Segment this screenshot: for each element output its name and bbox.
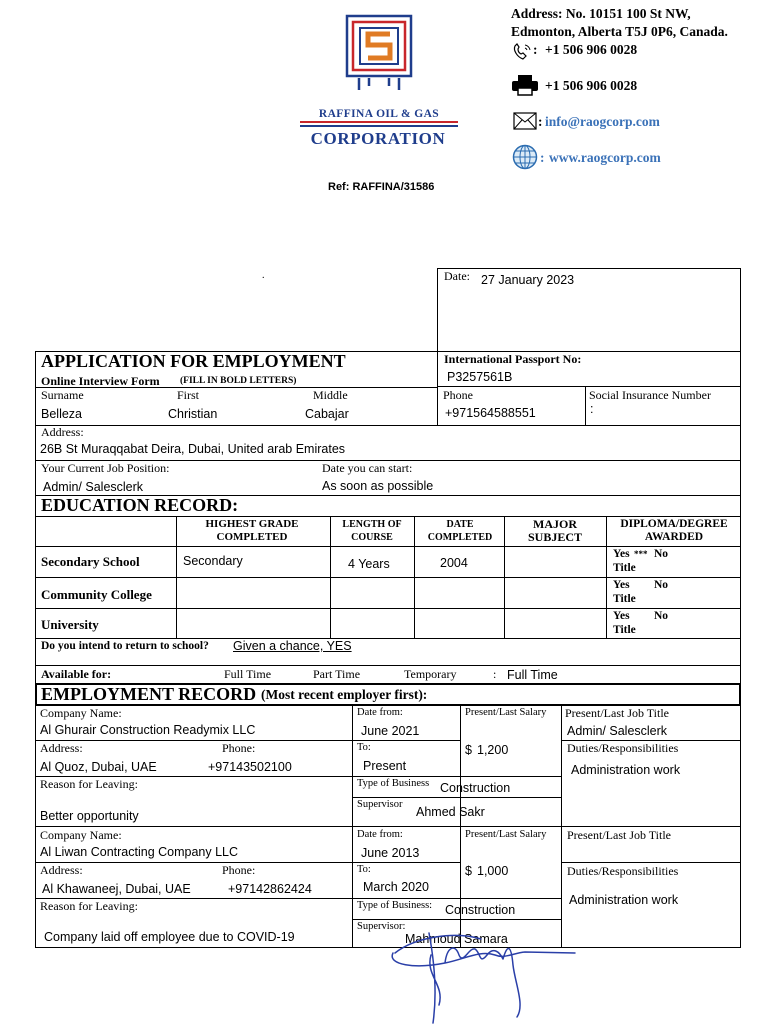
company-name-label: Company Name: (40, 706, 122, 720)
supervisor-label: Supervisor: (357, 921, 406, 932)
job2-to: March 2020 (363, 880, 430, 894)
salary-label: Present/Last Salary (465, 707, 547, 718)
employment-heading-note: (Most recent employer first): (261, 687, 428, 702)
salary-label: Present/Last Salary (465, 829, 547, 840)
job2-date-from: June 2013 (361, 846, 420, 860)
option-full-time: Full Time (224, 667, 272, 681)
sin-label: Social Insurance Number (589, 388, 711, 402)
start-date-value: As soon as possible (322, 479, 434, 493)
address-label: Address: (41, 425, 84, 439)
edu-title-label: Title (613, 593, 636, 605)
company-fax: +1 506 906 0028 (545, 78, 638, 93)
job2-salary-currency: $ (465, 864, 472, 878)
job2-address: Al Khawaneej, Dubai, UAE (42, 882, 191, 896)
middle-name-label: Middle (313, 388, 348, 402)
form-subtitle: Online Interview Form (41, 374, 160, 388)
edu-yes-option: Yes (613, 548, 630, 560)
supervisor-label: Supervisor (357, 799, 403, 810)
job-position-label: Your Current Job Position: (41, 461, 170, 475)
edu-no-option: No (654, 548, 669, 560)
handwritten-signature (385, 925, 585, 1024)
edu-date-value: 2004 (440, 556, 468, 570)
brand-divider-red (300, 121, 458, 123)
edu-title-label: Title (613, 624, 636, 636)
job1-salary-currency: $ (465, 743, 472, 757)
phone-icon (511, 42, 533, 62)
edu-row-community-college: Community College (41, 587, 152, 602)
job2-duties: Administration work (569, 893, 679, 907)
job1-duties: Administration work (571, 763, 681, 777)
job1-business: Construction (440, 781, 511, 795)
first-name-label: First (177, 388, 200, 402)
job-title-label: Present/Last Job Title (567, 828, 672, 842)
address-line2: Edmonton, Alberta T5J 0P6, Canada. (511, 24, 728, 39)
business-type-label: Type of Business (357, 778, 430, 789)
job1-supervisor: Ahmed Sakr (416, 805, 485, 819)
edu-yes-option: Yes (613, 579, 630, 591)
col-diploma-awarded: DIPLOMA/DEGREE AWARDED (620, 518, 728, 543)
email-prefix: : (538, 114, 543, 129)
address-label: Address: (40, 741, 83, 755)
web-prefix: : (540, 150, 545, 165)
first-name-value: Christian (168, 407, 218, 421)
edu-row-university: University (41, 617, 99, 632)
surname-value: Belleza (41, 407, 82, 421)
globe-icon (512, 144, 538, 170)
job1-phone: +97143502100 (208, 760, 292, 774)
duties-label: Duties/Responsibilities (567, 741, 679, 755)
col-date-completed: DATE COMPLETED (427, 519, 493, 543)
edu-yes-option: Yes (613, 610, 630, 622)
middle-name-value: Cabajar (305, 407, 349, 421)
company-email-link[interactable]: info@raogcorp.com (545, 114, 660, 129)
job2-salary: 1,000 (477, 864, 509, 878)
available-value: Full Time (507, 668, 558, 682)
reference-number: Ref: RAFFINA/31586 (328, 181, 435, 193)
job1-company: Al Ghurair Construction Readymix LLC (40, 723, 256, 737)
address-line1: Address: No. 10151 100 St NW, (511, 6, 691, 21)
job2-supervisor: Mahmoud Samara (405, 932, 508, 946)
to-label: To: (357, 742, 371, 753)
employment-heading: EMPLOYMENT RECORD (41, 684, 257, 704)
edu-row-secondary: Secondary School (41, 554, 140, 569)
business-type-label: Type of Business: (357, 900, 433, 911)
phone-prefix: : (533, 42, 538, 57)
address-label: Address: (40, 863, 83, 877)
address-value: 26B St Muraqqabat Deira, Dubai, United arab Emirates (40, 442, 346, 456)
job1-address: Al Quoz, Dubai, UAE (40, 760, 157, 774)
job-title-label: Present/Last Job Title (565, 706, 670, 720)
company-logo (345, 14, 413, 92)
job1-date-from: June 2021 (361, 724, 420, 738)
phone-value: +971564588551 (445, 406, 536, 420)
start-date-label: Date you can start: (322, 461, 413, 475)
form-title: APPLICATION FOR EMPLOYMENT (41, 351, 346, 371)
option-temporary: Temporary (404, 667, 457, 681)
date-from-label: Date from: (357, 829, 403, 840)
date-label: Date: (444, 269, 470, 283)
job1-reason: Better opportunity (40, 809, 139, 823)
duties-label: Duties/Responsibilities (567, 864, 679, 878)
company-website-link[interactable]: www.raogcorp.com (549, 150, 661, 165)
job2-reason: Company laid off employee due to COVID-19 (44, 930, 295, 944)
phone-label: Phone: (222, 863, 256, 877)
passport-label: International Passport No: (444, 352, 582, 366)
education-heading: EDUCATION RECORD: (41, 495, 239, 515)
job2-company: Al Liwan Contracting Company LLC (40, 845, 239, 859)
edu-title-label: Title (613, 562, 636, 574)
job2-phone: +97142862424 (228, 882, 312, 896)
brand-name-line1: RAFFINA OIL & GAS (318, 108, 440, 120)
edu-grade-value: Secondary (183, 554, 243, 568)
available-colon: : (493, 667, 497, 681)
to-label: To: (357, 864, 371, 875)
passport-value: P3257561B (447, 370, 513, 384)
edu-no-option: No (654, 610, 669, 622)
phone-label: Phone: (222, 741, 256, 755)
brand-divider-blue (300, 125, 458, 127)
form-subtitle-note: (FILL IN BOLD LETTERS) (180, 376, 297, 386)
phone-label: Phone (443, 388, 473, 402)
reason-label: Reason for Leaving: (40, 777, 138, 791)
company-phone: +1 506 906 0028 (545, 42, 638, 57)
date-value: 27 January 2023 (481, 273, 575, 287)
job1-salary: 1,200 (477, 743, 509, 757)
fax-icon (511, 74, 539, 96)
surname-label: Surname (41, 388, 84, 402)
company-name-label: Company Name: (40, 828, 122, 842)
col-length-of-course: LENGTH OF COURSE (342, 519, 402, 543)
job1-title: Admin/ Salesclerk (567, 724, 668, 738)
return-to-school-label: Do you intend to return to school? (41, 640, 209, 652)
stray-dot: . (262, 270, 265, 281)
date-from-label: Date from: (357, 707, 403, 718)
job-position-value: Admin/ Salesclerk (43, 480, 144, 494)
edu-yes-mark: *** (634, 549, 648, 559)
job2-business: Construction (445, 903, 516, 917)
option-part-time: Part Time (313, 667, 361, 681)
reason-label: Reason for Leaving: (40, 899, 138, 913)
job1-to: Present (363, 759, 407, 773)
sin-value: : (590, 402, 594, 416)
col-major-subject: MAJOR SUBJECT (527, 517, 583, 544)
edu-length-value: 4 Years (348, 557, 390, 571)
return-to-school-value: Given a chance, YES (233, 639, 352, 653)
col-highest-grade: HIGHEST GRADE COMPLETED (205, 518, 299, 543)
email-icon (513, 112, 537, 130)
available-for-label: Available for: (41, 667, 112, 681)
edu-no-option: No (654, 579, 669, 591)
brand-name-line2: CORPORATION (310, 129, 446, 148)
